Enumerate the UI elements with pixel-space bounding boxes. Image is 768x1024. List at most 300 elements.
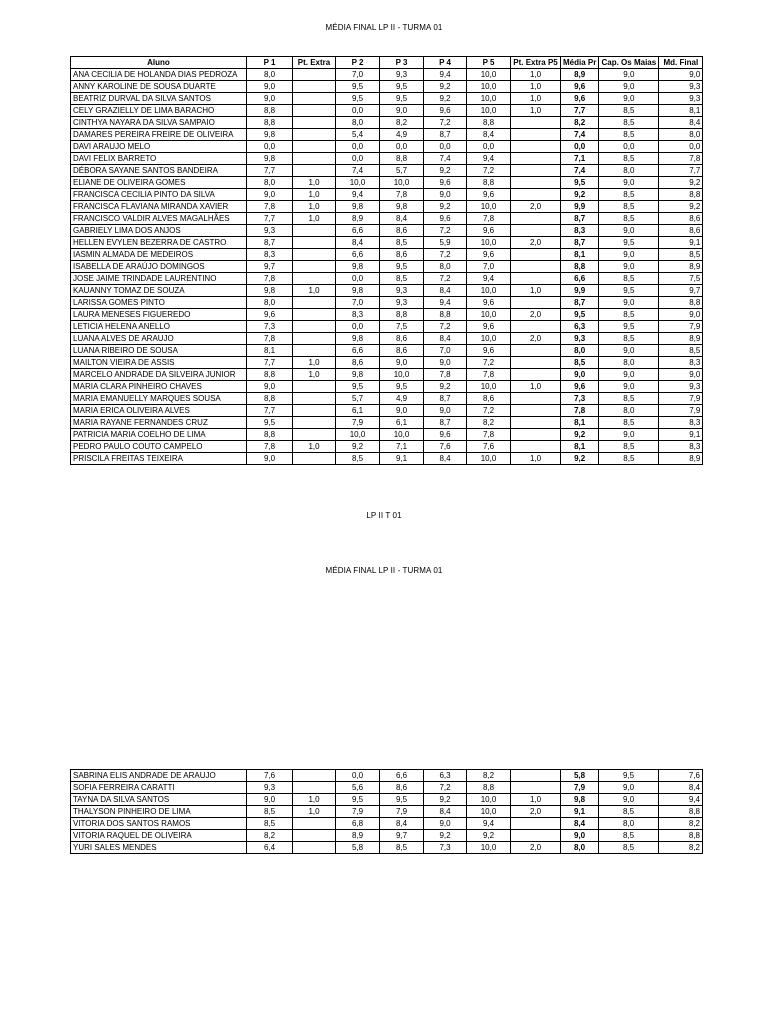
cell-pt-extra-p5: 2,0 bbox=[511, 237, 561, 249]
cell-p4: 9,0 bbox=[424, 357, 467, 369]
cell-p1: 8,8 bbox=[247, 105, 293, 117]
cell-p1: 8,3 bbox=[247, 249, 293, 261]
cell-cap-os-maias: 8,5 bbox=[599, 830, 659, 842]
cell-md-final: 7,5 bbox=[659, 273, 703, 285]
cell-p1: 7,8 bbox=[247, 333, 293, 345]
cell-pt-extra bbox=[293, 333, 336, 345]
cell-pt-extra-p5 bbox=[511, 177, 561, 189]
cell-p3: 9,5 bbox=[380, 261, 424, 273]
cell-media-pr: 8,1 bbox=[561, 417, 599, 429]
cell-md-final: 8,0 bbox=[659, 129, 703, 141]
cell-p3: 7,5 bbox=[380, 321, 424, 333]
cell-media-pr: 9,2 bbox=[561, 429, 599, 441]
cell-p5: 10,0 bbox=[467, 453, 511, 465]
cell-name: MARIA CLARA PINHEIRO CHAVES bbox=[71, 381, 247, 393]
table-row bbox=[71, 249, 703, 261]
table-row bbox=[71, 129, 703, 141]
cell-media-pr: 8,0 bbox=[561, 842, 599, 854]
cell-p1: 8,8 bbox=[247, 393, 293, 405]
cell-pt-extra-p5 bbox=[511, 393, 561, 405]
cell-pt-extra-p5: 2,0 bbox=[511, 201, 561, 213]
cell-p1: 9,0 bbox=[247, 453, 293, 465]
cell-p1: 7,7 bbox=[247, 357, 293, 369]
cell-p5: 10,0 bbox=[467, 333, 511, 345]
cell-p3: 10,0 bbox=[380, 369, 424, 381]
cell-p5: 10,0 bbox=[467, 93, 511, 105]
cell-p1: 8,5 bbox=[247, 818, 293, 830]
cell-name: BEATRIZ DURVAL DA SILVA SANTOS bbox=[71, 93, 247, 105]
cell-name: VITORIA RAQUEL DE OLIVEIRA bbox=[71, 830, 247, 842]
cell-media-pr: 8,0 bbox=[561, 345, 599, 357]
cell-pt-extra-p5: 2,0 bbox=[511, 806, 561, 818]
table-row bbox=[71, 333, 703, 345]
table-row bbox=[71, 261, 703, 273]
cell-p5: 10,0 bbox=[467, 309, 511, 321]
cell-media-pr: 7,9 bbox=[561, 782, 599, 794]
table-row bbox=[71, 381, 703, 393]
cell-media-pr: 7,3 bbox=[561, 393, 599, 405]
cell-cap-os-maias: 9,0 bbox=[599, 249, 659, 261]
cell-name: PATRICIA MARIA COELHO DE LIMA bbox=[71, 429, 247, 441]
cell-p1: 7,8 bbox=[247, 201, 293, 213]
cell-cap-os-maias: 9,0 bbox=[599, 93, 659, 105]
cell-pt-extra bbox=[293, 273, 336, 285]
cell-p1: 9,8 bbox=[247, 129, 293, 141]
cell-name: KAUANNY TOMAZ DE SOUZA bbox=[71, 285, 247, 297]
cell-p2: 8,6 bbox=[336, 357, 380, 369]
cell-md-final: 8,8 bbox=[659, 297, 703, 309]
cell-pt-extra bbox=[293, 141, 336, 153]
cell-cap-os-maias: 9,0 bbox=[599, 297, 659, 309]
cell-pt-extra-p5 bbox=[511, 770, 561, 782]
cell-p2: 9,2 bbox=[336, 441, 380, 453]
cell-p3: 9,3 bbox=[380, 285, 424, 297]
cell-media-pr: 8,1 bbox=[561, 441, 599, 453]
cell-p1: 9,0 bbox=[247, 189, 293, 201]
cell-p1: 7,7 bbox=[247, 213, 293, 225]
cell-media-pr: 9,3 bbox=[561, 333, 599, 345]
table-row bbox=[71, 782, 703, 794]
cell-md-final: 9,4 bbox=[659, 794, 703, 806]
cell-p4: 9,2 bbox=[424, 165, 467, 177]
cell-pt-extra bbox=[293, 782, 336, 794]
table-row bbox=[71, 806, 703, 818]
cell-p1: 8,8 bbox=[247, 117, 293, 129]
cell-p2: 8,9 bbox=[336, 213, 380, 225]
cell-p4: 5,9 bbox=[424, 237, 467, 249]
cell-name: LARISSA GOMES PINTO bbox=[71, 297, 247, 309]
cell-p4: 8,4 bbox=[424, 285, 467, 297]
cell-p1: 8,7 bbox=[247, 237, 293, 249]
cell-p3: 0,0 bbox=[380, 141, 424, 153]
cell-p3: 8,8 bbox=[380, 309, 424, 321]
cell-md-final: 9,3 bbox=[659, 381, 703, 393]
cell-pt-extra bbox=[293, 770, 336, 782]
cell-pt-extra-p5 bbox=[511, 141, 561, 153]
cell-name: LUANA ALVES DE ARAUJO bbox=[71, 333, 247, 345]
cell-cap-os-maias: 8,0 bbox=[599, 165, 659, 177]
table-body-bottom bbox=[71, 770, 703, 854]
cell-md-final: 8,9 bbox=[659, 453, 703, 465]
cell-p1: 0,0 bbox=[247, 141, 293, 153]
cell-media-pr: 8,3 bbox=[561, 225, 599, 237]
cell-p3: 9,8 bbox=[380, 201, 424, 213]
cell-p1: 9,8 bbox=[247, 285, 293, 297]
cell-pt-extra-p5 bbox=[511, 249, 561, 261]
cell-p5: 10,0 bbox=[467, 806, 511, 818]
table-row bbox=[71, 794, 703, 806]
cell-p3: 8,6 bbox=[380, 782, 424, 794]
cell-p5: 10,0 bbox=[467, 237, 511, 249]
cell-p2: 9,8 bbox=[336, 285, 380, 297]
cell-p4: 7,3 bbox=[424, 842, 467, 854]
cell-cap-os-maias: 8,0 bbox=[599, 818, 659, 830]
cell-md-final: 7,9 bbox=[659, 321, 703, 333]
cell-pt-extra bbox=[293, 69, 336, 81]
cell-name: MARIA RAYANE FERNANDES CRUZ bbox=[71, 417, 247, 429]
cell-p1: 9,0 bbox=[247, 93, 293, 105]
cell-p2: 8,4 bbox=[336, 237, 380, 249]
cell-p4: 9,2 bbox=[424, 201, 467, 213]
cell-md-final: 8,9 bbox=[659, 261, 703, 273]
header-p4: P 4 bbox=[424, 57, 467, 69]
cell-media-pr: 5,8 bbox=[561, 770, 599, 782]
cell-p2: 0,0 bbox=[336, 770, 380, 782]
cell-name: MARIA EMANUELLY MARQUES SOUSA bbox=[71, 393, 247, 405]
footer-label: LP II T 01 bbox=[366, 511, 402, 520]
cell-md-final: 8,3 bbox=[659, 417, 703, 429]
cell-name: HELLEN EVYLEN BEZERRA DE CASTRO bbox=[71, 237, 247, 249]
cell-p3: 4,9 bbox=[380, 393, 424, 405]
table-row bbox=[71, 441, 703, 453]
cell-p5: 10,0 bbox=[467, 69, 511, 81]
cell-name: VITORIA DOS SANTOS RAMOS bbox=[71, 818, 247, 830]
cell-cap-os-maias: 8,5 bbox=[599, 129, 659, 141]
table-row bbox=[71, 117, 703, 129]
cell-pt-extra-p5 bbox=[511, 273, 561, 285]
cell-pt-extra: 1,0 bbox=[293, 189, 336, 201]
cell-p2: 6,8 bbox=[336, 818, 380, 830]
cell-pt-extra: 1,0 bbox=[293, 213, 336, 225]
cell-p3: 8,2 bbox=[380, 117, 424, 129]
cell-p4: 7,2 bbox=[424, 117, 467, 129]
table-row bbox=[71, 273, 703, 285]
cell-p5: 9,4 bbox=[467, 273, 511, 285]
cell-p2: 0,0 bbox=[336, 273, 380, 285]
cell-p3: 8,4 bbox=[380, 213, 424, 225]
cell-p2: 9,5 bbox=[336, 381, 380, 393]
cell-pt-extra-p5 bbox=[511, 189, 561, 201]
cell-p4: 7,6 bbox=[424, 441, 467, 453]
cell-p4: 8,7 bbox=[424, 417, 467, 429]
cell-pt-extra bbox=[293, 830, 336, 842]
table-row bbox=[71, 237, 703, 249]
cell-cap-os-maias: 9,5 bbox=[599, 237, 659, 249]
cell-p2: 9,5 bbox=[336, 81, 380, 93]
cell-name: IASMIN ALMADA DE MEDEIROS bbox=[71, 249, 247, 261]
cell-p5: 7,8 bbox=[467, 369, 511, 381]
cell-media-pr: 9,6 bbox=[561, 93, 599, 105]
cell-p5: 10,0 bbox=[467, 381, 511, 393]
cell-media-pr: 9,8 bbox=[561, 794, 599, 806]
cell-md-final: 8,9 bbox=[659, 333, 703, 345]
cell-p2: 9,5 bbox=[336, 794, 380, 806]
cell-media-pr: 8,4 bbox=[561, 818, 599, 830]
cell-p3: 9,5 bbox=[380, 381, 424, 393]
cell-p3: 9,0 bbox=[380, 105, 424, 117]
cell-p5: 8,2 bbox=[467, 770, 511, 782]
cell-p1: 7,3 bbox=[247, 321, 293, 333]
cell-p2: 0,0 bbox=[336, 321, 380, 333]
cell-media-pr: 8,9 bbox=[561, 69, 599, 81]
cell-p1: 8,2 bbox=[247, 830, 293, 842]
cell-p1: 8,8 bbox=[247, 369, 293, 381]
header-md-final: Md. Final bbox=[659, 57, 703, 69]
cell-pt-extra bbox=[293, 165, 336, 177]
cell-cap-os-maias: 9,0 bbox=[599, 345, 659, 357]
header-media-pr: Média Pr bbox=[561, 57, 599, 69]
cell-p2: 8,5 bbox=[336, 453, 380, 465]
cell-cap-os-maias: 9,5 bbox=[599, 770, 659, 782]
cell-p4: 9,4 bbox=[424, 69, 467, 81]
cell-p3: 9,0 bbox=[380, 405, 424, 417]
cell-cap-os-maias: 8,5 bbox=[599, 153, 659, 165]
table-row bbox=[71, 81, 703, 93]
table-row bbox=[71, 429, 703, 441]
cell-p2: 0,0 bbox=[336, 153, 380, 165]
cell-p3: 6,1 bbox=[380, 417, 424, 429]
cell-p3: 6,6 bbox=[380, 770, 424, 782]
cell-name: ISABELLA DE ARAÚJO DOMINGOS bbox=[71, 261, 247, 273]
cell-media-pr: 7,4 bbox=[561, 129, 599, 141]
cell-pt-extra-p5: 1,0 bbox=[511, 81, 561, 93]
cell-p4: 9,0 bbox=[424, 405, 467, 417]
cell-p5: 8,8 bbox=[467, 117, 511, 129]
cell-media-pr: 7,1 bbox=[561, 153, 599, 165]
cell-p4: 7,2 bbox=[424, 782, 467, 794]
cell-pt-extra-p5 bbox=[511, 369, 561, 381]
table-row bbox=[71, 69, 703, 81]
cell-md-final: 9,3 bbox=[659, 93, 703, 105]
cell-p1: 6,4 bbox=[247, 842, 293, 854]
cell-p2: 8,3 bbox=[336, 309, 380, 321]
cell-media-pr: 8,7 bbox=[561, 213, 599, 225]
cell-cap-os-maias: 8,5 bbox=[599, 201, 659, 213]
cell-pt-extra-p5 bbox=[511, 261, 561, 273]
table-row bbox=[71, 321, 703, 333]
cell-pt-extra-p5 bbox=[511, 153, 561, 165]
cell-media-pr: 9,1 bbox=[561, 806, 599, 818]
cell-md-final: 9,0 bbox=[659, 69, 703, 81]
cell-p4: 8,4 bbox=[424, 453, 467, 465]
cell-pt-extra-p5: 2,0 bbox=[511, 333, 561, 345]
cell-name: CELY GRAZIELLY DE LIMA BARACHO bbox=[71, 105, 247, 117]
cell-cap-os-maias: 8,0 bbox=[599, 405, 659, 417]
cell-pt-extra-p5: 1,0 bbox=[511, 69, 561, 81]
cell-pt-extra-p5 bbox=[511, 129, 561, 141]
cell-p4: 9,6 bbox=[424, 177, 467, 189]
cell-p5: 9,2 bbox=[467, 830, 511, 842]
cell-p5: 7,2 bbox=[467, 405, 511, 417]
cell-pt-extra bbox=[293, 105, 336, 117]
cell-p3: 8,6 bbox=[380, 249, 424, 261]
cell-md-final: 8,4 bbox=[659, 117, 703, 129]
cell-md-final: 9,3 bbox=[659, 81, 703, 93]
table-row bbox=[71, 393, 703, 405]
cell-p1: 7,8 bbox=[247, 273, 293, 285]
cell-p5: 7,0 bbox=[467, 261, 511, 273]
cell-name: ANNY KAROLINE DE SOUSA DUARTE bbox=[71, 81, 247, 93]
cell-name: PEDRO PAULO COUTO CAMPELO bbox=[71, 441, 247, 453]
cell-p1: 8,0 bbox=[247, 69, 293, 81]
cell-p5: 8,8 bbox=[467, 177, 511, 189]
cell-pt-extra-p5: 1,0 bbox=[511, 453, 561, 465]
cell-p4: 7,2 bbox=[424, 321, 467, 333]
cell-pt-extra-p5: 2,0 bbox=[511, 309, 561, 321]
cell-p3: 9,7 bbox=[380, 830, 424, 842]
cell-pt-extra-p5 bbox=[511, 782, 561, 794]
cell-md-final: 8,8 bbox=[659, 189, 703, 201]
cell-cap-os-maias: 9,5 bbox=[599, 321, 659, 333]
cell-p5: 10,0 bbox=[467, 285, 511, 297]
cell-name: MAILTON VIEIRA DE ASSIS bbox=[71, 357, 247, 369]
cell-md-final: 0,0 bbox=[659, 141, 703, 153]
cell-p3: 7,8 bbox=[380, 189, 424, 201]
cell-pt-extra: 1,0 bbox=[293, 285, 336, 297]
cell-pt-extra bbox=[293, 153, 336, 165]
cell-p4: 9,2 bbox=[424, 381, 467, 393]
cell-pt-extra: 1,0 bbox=[293, 441, 336, 453]
cell-pt-extra: 1,0 bbox=[293, 794, 336, 806]
cell-p4: 9,2 bbox=[424, 794, 467, 806]
cell-md-final: 9,1 bbox=[659, 429, 703, 441]
cell-md-final: 8,8 bbox=[659, 830, 703, 842]
cell-cap-os-maias: 8,5 bbox=[599, 105, 659, 117]
cell-pt-extra bbox=[293, 429, 336, 441]
cell-cap-os-maias: 9,0 bbox=[599, 225, 659, 237]
cell-p1: 7,7 bbox=[247, 405, 293, 417]
cell-pt-extra-p5 bbox=[511, 213, 561, 225]
cell-p2: 6,6 bbox=[336, 345, 380, 357]
table-row bbox=[71, 153, 703, 165]
cell-p4: 7,4 bbox=[424, 153, 467, 165]
cell-md-final: 9,0 bbox=[659, 369, 703, 381]
cell-p3: 7,1 bbox=[380, 441, 424, 453]
cell-p1: 9,0 bbox=[247, 381, 293, 393]
cell-pt-extra-p5 bbox=[511, 345, 561, 357]
cell-media-pr: 7,4 bbox=[561, 165, 599, 177]
cell-p2: 8,0 bbox=[336, 117, 380, 129]
cell-pt-extra-p5 bbox=[511, 830, 561, 842]
cell-name: DÉBORA SAYANE SANTOS BANDEIRA bbox=[71, 165, 247, 177]
cell-p1: 9,3 bbox=[247, 782, 293, 794]
cell-pt-extra-p5: 2,0 bbox=[511, 842, 561, 854]
cell-p1: 8,5 bbox=[247, 806, 293, 818]
cell-pt-extra-p5: 1,0 bbox=[511, 105, 561, 117]
cell-p1: 9,0 bbox=[247, 794, 293, 806]
cell-p5: 7,2 bbox=[467, 357, 511, 369]
cell-p4: 0,0 bbox=[424, 141, 467, 153]
cell-pt-extra bbox=[293, 117, 336, 129]
cell-cap-os-maias: 9,0 bbox=[599, 369, 659, 381]
cell-p1: 8,0 bbox=[247, 177, 293, 189]
cell-p4: 8,8 bbox=[424, 309, 467, 321]
cell-cap-os-maias: 8,5 bbox=[599, 117, 659, 129]
cell-p4: 8,0 bbox=[424, 261, 467, 273]
cell-p2: 9,4 bbox=[336, 189, 380, 201]
cell-md-final: 8,4 bbox=[659, 782, 703, 794]
cell-p3: 8,4 bbox=[380, 818, 424, 830]
cell-p2: 8,9 bbox=[336, 830, 380, 842]
table-body-top bbox=[71, 69, 703, 465]
cell-p1: 9,5 bbox=[247, 417, 293, 429]
cell-pt-extra bbox=[293, 81, 336, 93]
cell-pt-extra-p5 bbox=[511, 441, 561, 453]
cell-name: DAVI FELIX BARRETO bbox=[71, 153, 247, 165]
cell-p2: 7,9 bbox=[336, 417, 380, 429]
table-row bbox=[71, 177, 703, 189]
cell-name: LAURA MENESES FIGUEREDO bbox=[71, 309, 247, 321]
cell-p5: 10,0 bbox=[467, 201, 511, 213]
cell-p2: 9,5 bbox=[336, 93, 380, 105]
cell-name: SABRINA ELIS ANDRADE DE ARAUJO bbox=[71, 770, 247, 782]
cell-name: FRANCISCA CECILIA PINTO DA SILVA bbox=[71, 189, 247, 201]
cell-p5: 9,6 bbox=[467, 321, 511, 333]
cell-media-pr: 9,2 bbox=[561, 189, 599, 201]
cell-p2: 10,0 bbox=[336, 177, 380, 189]
cell-md-final: 8,2 bbox=[659, 842, 703, 854]
cell-p5: 9,6 bbox=[467, 345, 511, 357]
cell-cap-os-maias: 9,5 bbox=[599, 285, 659, 297]
cell-cap-os-maias: 8,5 bbox=[599, 453, 659, 465]
cell-p3: 9,5 bbox=[380, 794, 424, 806]
table-row bbox=[71, 369, 703, 381]
cell-pt-extra bbox=[293, 93, 336, 105]
cell-p3: 10,0 bbox=[380, 429, 424, 441]
cell-name: PRISCILA FREITAS TEIXEIRA bbox=[71, 453, 247, 465]
cell-pt-extra-p5 bbox=[511, 297, 561, 309]
cell-p5: 10,0 bbox=[467, 81, 511, 93]
cell-p1: 9,7 bbox=[247, 261, 293, 273]
cell-p4: 9,2 bbox=[424, 830, 467, 842]
page-title: MÉDIA FINAL LP II - TURMA 01 bbox=[325, 23, 443, 32]
cell-md-final: 9,1 bbox=[659, 237, 703, 249]
cell-pt-extra: 1,0 bbox=[293, 369, 336, 381]
cell-p4: 9,4 bbox=[424, 297, 467, 309]
cell-md-final: 8,2 bbox=[659, 818, 703, 830]
cell-media-pr: 9,0 bbox=[561, 369, 599, 381]
cell-p4: 6,3 bbox=[424, 770, 467, 782]
cell-p3: 9,3 bbox=[380, 69, 424, 81]
cell-p4: 8,7 bbox=[424, 129, 467, 141]
cell-name: TAYNA DA SILVA SANTOS bbox=[71, 794, 247, 806]
cell-media-pr: 8,8 bbox=[561, 261, 599, 273]
table-row bbox=[71, 309, 703, 321]
cell-p3: 8,6 bbox=[380, 333, 424, 345]
cell-p5: 9,6 bbox=[467, 297, 511, 309]
cell-p1: 8,0 bbox=[247, 297, 293, 309]
cell-name: GABRIELY LIMA DOS ANJOS bbox=[71, 225, 247, 237]
cell-pt-extra bbox=[293, 297, 336, 309]
cell-pt-extra bbox=[293, 453, 336, 465]
cell-pt-extra: 1,0 bbox=[293, 806, 336, 818]
cell-p4: 7,2 bbox=[424, 273, 467, 285]
cell-p5: 7,8 bbox=[467, 213, 511, 225]
table-row bbox=[71, 357, 703, 369]
cell-cap-os-maias: 8,5 bbox=[599, 189, 659, 201]
cell-p3: 8,6 bbox=[380, 345, 424, 357]
cell-md-final: 7,9 bbox=[659, 405, 703, 417]
